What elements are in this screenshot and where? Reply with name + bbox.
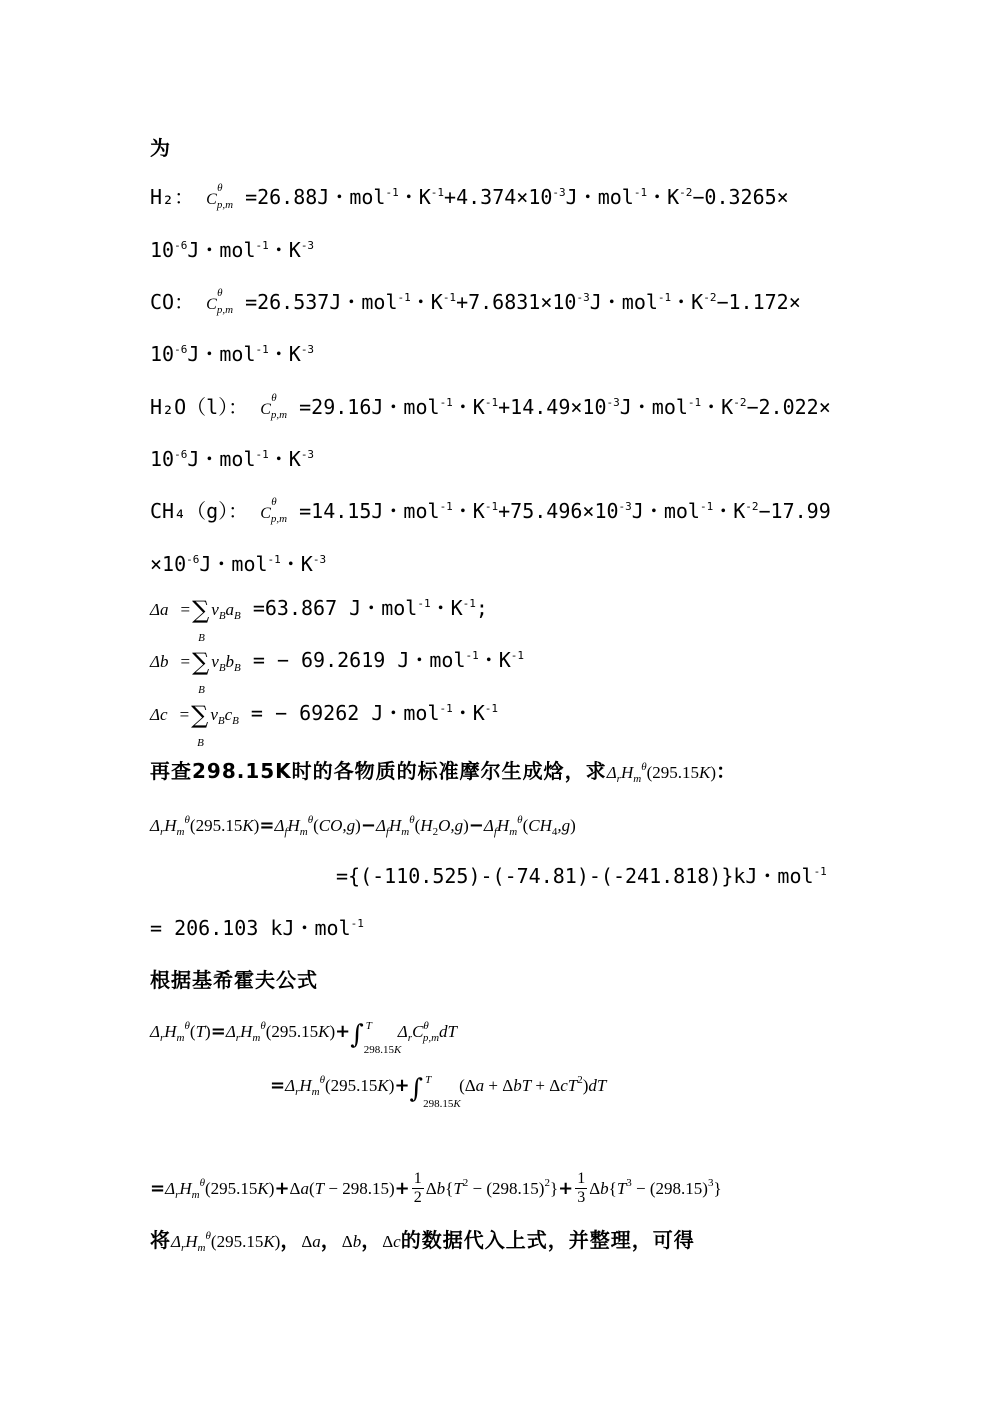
kirchhoff-eq-line-1: $\Delta_rH_m^\theta(T)=\Delta_rH_m^\theta(295.15K)+\int$ T 298.15K $\Delta_rC^\theta_{p,m}dT$	[150, 1019, 457, 1056]
enthalpy-definition-line: $\Delta_rH_m^\theta(295.15K)=\Delta_fH_m^\theta(CO,g)-\Delta_fH_m^\theta(H_2O,g)-\Delta_fH_m^\theta(CH_4,g)$	[150, 814, 576, 838]
delta-a-line: Δa =∑ B $\nu_Ba_B =63.867$ J・mol$^{-1}$・$K^{-1}$;	[150, 596, 488, 644]
h2o-heat-capacity-line: H₂O（l）： $C_{p,m}$ θ =29.16J・mol$^{-1}$・$K^{-1}+14.49\times 10^{-3}J$・mol$^{-1}$・$K^{-2}-2.022\times$	[150, 393, 831, 424]
enthalpy-result-line: = 206.103 kJ・mol$^{-1}$	[150, 916, 364, 940]
ch4-label: CH₄（g）：	[150, 499, 249, 523]
h2-heat-capacity-line: H₂： $C_{p,m}$ θ =26.88J・mol$^{-1}$・$K^{-1}+4.374\times 10^{-3}J$・mol$^{-1}$・$K^{-2}-0.3265\times$	[150, 183, 789, 214]
h2o-label: H₂O（l）：	[150, 395, 249, 419]
cp-symbol: $C_{p,m}$ θ	[260, 496, 288, 525]
h2-heat-capacity-line-2: $10^{-6}J$・mol$^{-1}$・$K^{-3}$	[150, 238, 315, 262]
co-heat-capacity-line: CO： $C_{p,m}$ θ =26.537J・mol$^{-1}$・$K^{-1}+7.6831\times 10^{-3}J$・mol$^{-1}$・$K^{-2}-1.172\times$	[150, 288, 801, 319]
kirchhoff-eq-line-2: $=\Delta_rH_m^\theta(295.15K)+\int$ T 298.15K (Δa + ΔbT + ΔcT$^2$)dT	[270, 1073, 607, 1110]
ch4-heat-capacity-line: CH₄（g）： $C_{p,m}$ θ =14.15J・mol$^{-1}$・$K^{-1}+75.496\times 10^{-3}J$・mol$^{-1}$・$K^{-2}-17.99$	[150, 497, 831, 528]
cp-symbol: $C_{p,m}$ θ	[206, 182, 234, 211]
enthalpy-calc-line: ={(-110.525)-(-74.81)-(-241.818)}kJ・mol$^{-1}$	[336, 864, 827, 888]
cp-symbol: $C_{p,m}$ θ	[206, 287, 234, 316]
h2o-heat-capacity-line-2: $10^{-6}J$・mol$^{-1}$・$K^{-3}$	[150, 447, 315, 471]
co-heat-capacity-line-2: $10^{-6}J$・mol$^{-1}$・$K^{-3}$	[150, 342, 315, 366]
co-label: CO：	[150, 290, 195, 314]
intro-text: 为	[150, 136, 171, 160]
cp-symbol: $C_{p,m}$ θ	[260, 392, 288, 421]
kirchhoff-heading: 根据基希霍夫公式	[150, 968, 318, 992]
delta-b-line: Δb =∑ B $\nu_Bb_B$ = − 69.2619 J・mol$^{-1}$・$K^{-1}$	[150, 648, 525, 696]
h2-label: H₂：	[150, 185, 195, 209]
final-instruction-line: 将$\Delta_rH_m^\theta(295.15K)$，Δa，Δb，Δc的数据代入上式，并整理，可得	[150, 1228, 695, 1254]
ch4-heat-capacity-line-2: $\times 10^{-6}J$・mol$^{-1}$・$K^{-3}$	[150, 552, 327, 576]
kirchhoff-eq-line-3: $=\Delta_rH_m^\theta(295.15K)+\Delta a(T - 298.15)+$ $\frac{1}{2}$ $\Delta b\{T^2 - (298.15)^2\}+$ $\frac{1}{3}$ $\Delta b\{T^3 - (298.15)^3\}$	[150, 1170, 722, 1206]
delta-c-line: Δc =∑ B $\nu_Bc_B$ = − 69262 J・mol$^{-1}$・$K^{-1}$	[150, 701, 499, 749]
enthalpy-query-line: 再查298.15K时的各物质的标准摩尔生成焓，求$\Delta_rH_m^\theta(295.15K)$：	[150, 759, 738, 785]
